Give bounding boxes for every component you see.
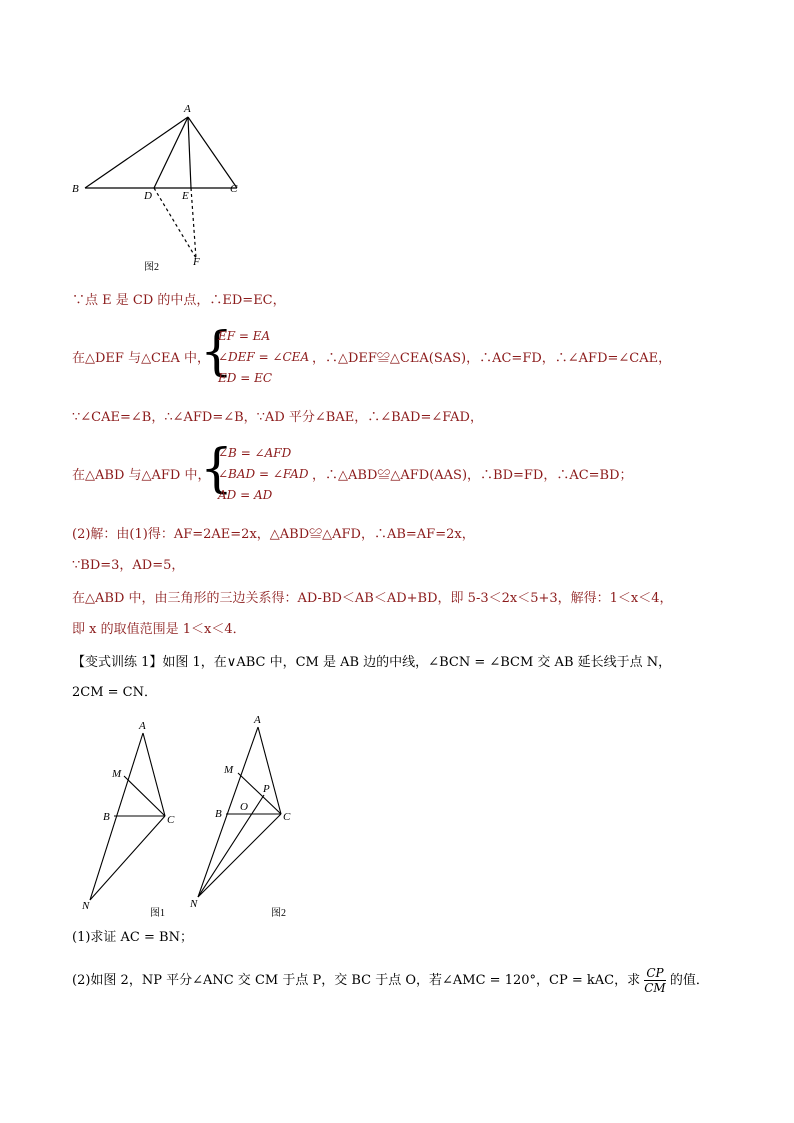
system1-row: EF = EA xyxy=(218,329,271,343)
question-1: (1)求证 AC = BN； xyxy=(72,930,193,945)
fig1-label-b: B xyxy=(103,811,110,823)
given-values-line: ∵BD=3，AD=5， xyxy=(72,558,185,573)
fig2-label-p: P xyxy=(263,783,270,795)
fig2-label-n: N xyxy=(190,898,198,910)
system2-row: ∠B = ∠AFD xyxy=(218,446,292,460)
figure-caption: 图2 xyxy=(144,262,159,273)
fig2-label-a: A xyxy=(254,714,261,726)
fig2-caption-bottom: 图2 xyxy=(271,908,286,919)
system1-prefix: 在△DEF 与△CEA 中， xyxy=(72,351,211,366)
system2-prefix: 在△ABD 与△AFD 中， xyxy=(72,468,211,483)
system1-row: ∠DEF = ∠CEA xyxy=(218,350,310,364)
fig1-caption: 图1 xyxy=(150,908,165,919)
proof-line-angles: ∵∠CAE=∠B，∴∠AFD=∠B，∵AD 平分∠BAE，∴∠BAD=∠FAD， xyxy=(72,410,483,425)
fraction-cp-over-cm xyxy=(644,966,665,995)
proof-line-midpoint: ∵点 E 是 CD 的中点，∴ED=EC， xyxy=(72,293,286,308)
fig1-label-a: A xyxy=(139,720,146,732)
point-label-d: D xyxy=(144,190,152,202)
point-label-b: B xyxy=(72,183,79,195)
variant-problem-line2: 2CM = CN． xyxy=(72,685,158,700)
system2-suffix: ，∴△ABD≌△AFD(AAS)，∴BD=FD，∴AC=BD； xyxy=(312,468,633,483)
question-2 xyxy=(72,966,709,995)
triangle-inequality-line: 在△ABD 中，由三角形的三边关系得：AD-BD＜AB＜AD+BD，即 5-3＜2x＜5+3，解得：1＜x＜4， xyxy=(72,591,673,606)
fraction-denominator: CM xyxy=(644,981,666,995)
fig2-label-c: C xyxy=(283,811,291,823)
point-label-c: C xyxy=(230,183,238,195)
system1-row: ED = EC xyxy=(218,371,273,385)
question-2-text: (2)如图 2，NP 平分∠ANC 交 CM 于点 P，交 BC 于点 O，若∠AMC = 120°，CP = kAC，求 xyxy=(72,973,641,988)
system2-brace: { xyxy=(200,439,234,499)
solution-part2-line: (2)解：由(1)得：AF=2AE=2x，△ABD≌△AFD，∴AB=AF=2x， xyxy=(72,527,475,542)
system1-suffix: ，∴△DEF≌△CEA(SAS)，∴AC=FD，∴∠AFD=∠CAE， xyxy=(312,351,672,366)
fraction-numerator: CP xyxy=(644,966,665,981)
system1-brace: { xyxy=(200,322,234,382)
point-label-e: E xyxy=(182,190,189,202)
fig1-label-c: C xyxy=(167,814,175,826)
question-2-tail: 的值． xyxy=(669,973,709,988)
point-label-a: A xyxy=(184,103,191,115)
fig1-label-n: N xyxy=(82,900,90,912)
fig2-label-m: M xyxy=(224,764,234,776)
variant-problem-line1: 【变式训练 1】如图 1，在∨ABC 中，CM 是 AB 边的中线，∠BCN = ∠BCM 交 AB 延长线于点 N， xyxy=(72,655,672,670)
system2-row: ∠BAD = ∠FAD xyxy=(218,467,309,481)
system2-row: AD = AD xyxy=(218,488,273,502)
fig1-label-m: M xyxy=(112,768,122,780)
point-label-f: F xyxy=(193,256,200,268)
fig2-label-b: B xyxy=(215,808,222,820)
fig2-label-o: O xyxy=(240,801,248,813)
range-conclusion-line: 即 x 的取值范围是 1＜x＜4． xyxy=(72,622,246,637)
